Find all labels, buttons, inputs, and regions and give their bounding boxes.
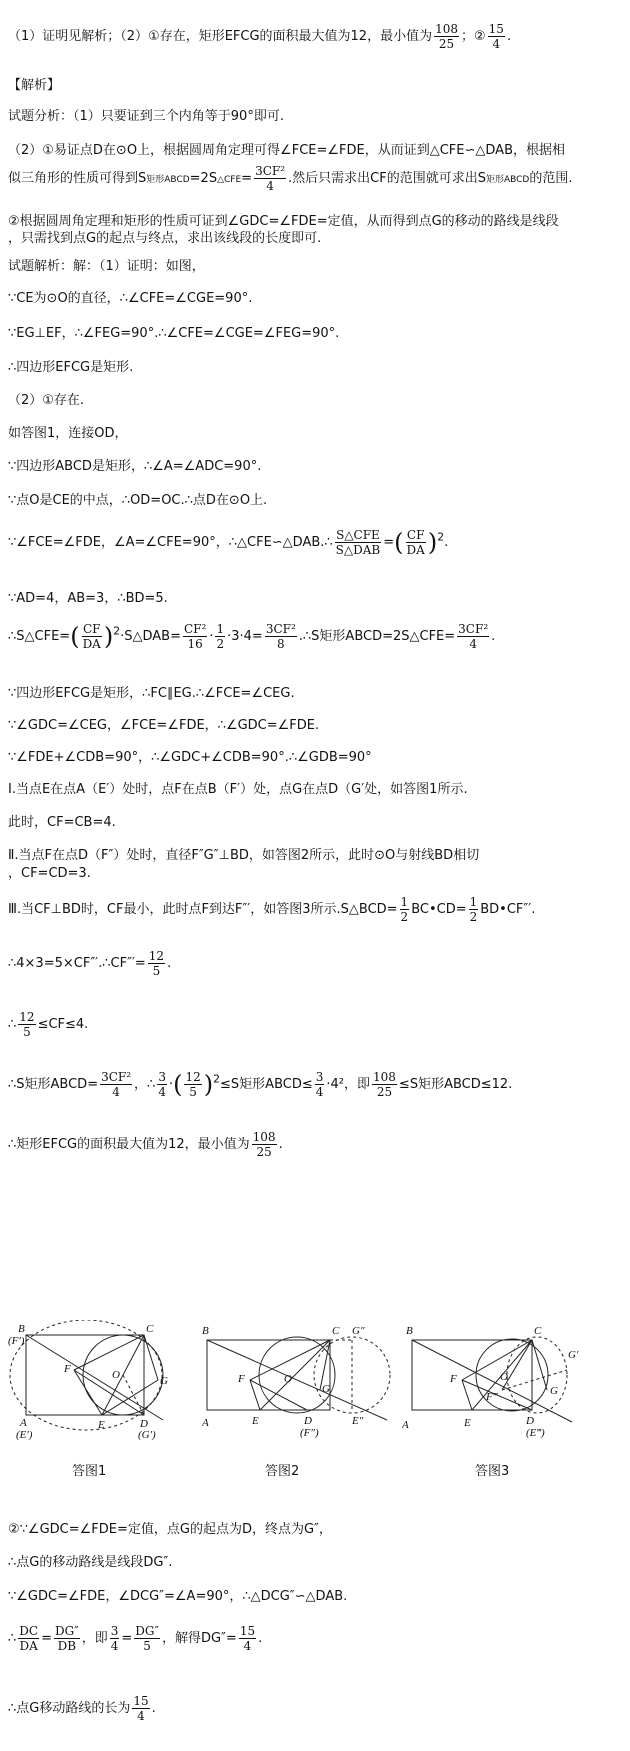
fraction: $\frac{3}{4}$	[315, 1070, 324, 1099]
label-E3: (E‴)	[526, 1427, 545, 1439]
solution-line: ∴ $\frac{12}{5}$ ≤CF≤4.	[8, 1010, 89, 1039]
solution-line: ∵EG⊥EF，∴∠FEG=90°.∴∠CFE=∠CGE=∠FEG=90°.	[8, 326, 340, 341]
fraction: $\frac{\text{3CF²}}{4}$	[458, 622, 489, 651]
label-C: C	[332, 1325, 340, 1337]
solution-line: ∵点O是CE的中点，∴OD=OC.∴点D在⊙O上.	[8, 493, 268, 508]
label-E1: (E′)	[16, 1429, 33, 1441]
fraction: $\frac{108}{25}$	[435, 22, 458, 51]
label-E: E	[252, 1415, 259, 1427]
solution-line: ，CF=CD=3.	[8, 866, 91, 881]
label-G1: (G′)	[138, 1429, 156, 1441]
label-C: C	[534, 1325, 542, 1337]
fraction: $\frac{1}{2}$	[216, 622, 225, 651]
fraction: $\frac{CF}{DA}$	[406, 528, 425, 557]
solution-line: ∴S△CFE=( $\frac{CF}{DA}$ )$^2$·S△DAB= $\frac{\text{CF²}}{16}$ · $\frac{1}{2}$ ·3·4= $\frac{\text{3CF²}}{8}$ .∴S矩形ABCD=2S△CFE= $\frac{\text{3CF²}}{4}$ .	[8, 622, 496, 651]
fraction: $\frac{3}{4}$	[158, 1070, 166, 1099]
label-F: F	[450, 1373, 457, 1385]
fraction: $\frac{DC}{DA}$	[19, 1624, 39, 1653]
analysis-line: 试题分析：（1）只要证到三个内角等于90°即可.	[8, 109, 284, 124]
fraction: $\frac{DG''}{5}$	[135, 1624, 159, 1653]
figure-1	[8, 1320, 198, 1460]
fraction: $\frac{15}{4}$	[239, 1624, 256, 1653]
label-F3: F‴	[486, 1391, 498, 1403]
label-F1: (F′)	[8, 1335, 25, 1347]
fraction: $\frac{3}{4}$	[110, 1624, 119, 1653]
figure-3-caption: 答图3	[475, 1464, 510, 1479]
analysis-heading: 【解析】	[8, 78, 61, 93]
figure-3	[402, 1320, 627, 1460]
solution-line: ∴矩形EFCG的面积最大值为12，最小值为 $\frac{108}{25}$ .	[8, 1130, 283, 1159]
solution-line: ∵CE为⊙O的直径，∴∠CFE=∠CGE=90°.	[8, 291, 253, 306]
label-D: D	[526, 1415, 534, 1427]
label-C: C	[146, 1323, 154, 1335]
part2-line: ∴点G移动路线的长为 $\frac{15}{4}$ .	[8, 1694, 156, 1723]
fraction: $\frac{1}{2}$	[400, 895, 409, 924]
solution-line: ∵∠FCE=∠FDE，∠A=∠CFE=90°，∴△CFE∽△DAB.∴ $\frac{\text{S△CFE}}{\text{S△DAB}}$ =( $\frac{CF}{DA}$ )$^2$.	[8, 528, 449, 557]
fraction: $\frac{DG''}{DB}$	[55, 1624, 79, 1653]
fraction: $\frac{\text{S△CFE}}{\text{S△DAB}}$	[335, 528, 381, 557]
solution-line: ∴四边形EFCG是矩形.	[8, 360, 134, 375]
solution-line: ∵四边形ABCD是矩形，∴∠A=∠ADC=90°.	[8, 459, 262, 474]
fraction: $\frac{108}{25}$	[252, 1130, 276, 1159]
label-G3: G′	[568, 1349, 579, 1361]
label-O: O	[500, 1371, 508, 1383]
part2-line: ∴点G的移动路线是线段DG″.	[8, 1555, 173, 1570]
solution-line: ∴4×3=5×CF″′.∴CF″′= $\frac{12}{5}$ .	[8, 949, 172, 978]
label-E: E	[464, 1417, 471, 1429]
solution-line: （2）①存在.	[8, 393, 85, 408]
label-B: B	[202, 1325, 209, 1337]
fraction: $\frac{\text{3CF²}}{8}$	[265, 622, 296, 651]
part2-line: ∴ $\frac{DC}{DA}$ = $\frac{DG''}{DB}$ ，即 $\frac{3}{4}$ = $\frac{DG''}{5}$ ，解得DG″= $\frac{15}{4}$ .	[8, 1624, 263, 1653]
analysis-line: ，只需找到点G的起点与终点，求出该线段的长度即可.	[8, 231, 322, 246]
part2-line: ∵∠GDC=∠FDE，∠DCG″=∠A=90°，∴△DCG″∽△DAB.	[8, 1589, 348, 1604]
label-F2: (F″)	[300, 1427, 319, 1439]
fraction: $\frac{12}{5}$	[148, 949, 165, 978]
fraction: $\frac{\text{CF²}}{16}$	[184, 622, 207, 651]
solution-line: ∵AD=4，AB=3，∴BD=5.	[8, 591, 168, 606]
solution-line: Ⅲ.当CF⊥BD时，CF最小，此时点F到达F″′，如答图3所示.S△BCD= $\frac{1}{2}$ BC•CD= $\frac{1}{2}$ BD•CF″′.	[8, 895, 536, 924]
label-A: A	[202, 1417, 209, 1429]
label-G: G	[550, 1385, 558, 1397]
analysis-line: （2）①易证点D在⊙O上，根据圆周角定理可得∠FCE=∠FDE，从而证到△CFE∽△DAB，根据相	[8, 143, 565, 158]
label-D: D	[140, 1418, 148, 1430]
fraction: $\frac{12}{5}$	[185, 1070, 201, 1099]
label-O: O	[112, 1369, 120, 1381]
fraction: $\frac{1}{2}$	[469, 895, 478, 924]
label-A: A	[20, 1417, 27, 1429]
fraction: $\frac{15}{4}$	[488, 22, 504, 51]
solution-line: 此时，CF=CB=4.	[8, 815, 116, 830]
figure-1-caption: 答图1	[72, 1464, 107, 1479]
solution-line: Ⅱ.当点F在点D（F″）处时，直径F″G″⊥BD，如答图2所示，此时⊙O与射线BD相切	[8, 848, 480, 863]
answer-line: （1）证明见解析；（2）①存在，矩形EFCG的面积最大值为12，最小值为 $\frac{108}{25}$ ；② $\frac{15}{4}$ .	[8, 22, 512, 51]
label-G: G	[322, 1383, 330, 1395]
label-B: B	[18, 1323, 25, 1335]
figure-2-caption: 答图2	[265, 1464, 300, 1479]
fraction: $\frac{\text{3CF²}}{4}$	[101, 1070, 132, 1099]
solution-line: 试题解析：解：（1）证明：如图，	[8, 259, 205, 274]
label-E: E	[98, 1419, 105, 1431]
label-B: B	[406, 1325, 413, 1337]
label-O: O	[284, 1373, 292, 1385]
analysis-line: 似三角形的性质可得到S矩形ABCD=2S△CFE= $\frac{\text{3CF²}}{4}$ .然后只需求出CF的范围就可求出S矩形ABCD的范围.	[8, 164, 573, 193]
label-D: D	[304, 1415, 312, 1427]
label-G2: G″	[352, 1325, 365, 1337]
fraction: $\frac{CF}{DA}$	[82, 622, 101, 651]
solution-line: ∵∠GDC=∠CEG，∠FCE=∠FDE，∴∠GDC=∠FDE.	[8, 718, 320, 733]
label-G: G	[160, 1375, 168, 1387]
solution-line: ∵四边形EFCG是矩形，∴FC∥EG.∴∠FCE=∠CEG.	[8, 686, 295, 701]
fraction: $\frac{108}{25}$	[373, 1070, 396, 1099]
solution-line: Ⅰ.当点E在点A（E′）处时，点F在点B（F′）处，点G在点D（G′处，如答图1所示.	[8, 782, 468, 797]
label-F: F	[64, 1363, 71, 1375]
fraction: $\frac{12}{5}$	[19, 1010, 35, 1039]
solution-line: 如答图1，连接OD，	[8, 426, 128, 441]
figure-2	[202, 1320, 397, 1460]
solution-line: ∵∠FDE+∠CDB=90°，∴∠GDC+∠CDB=90°.∴∠GDB=90°	[8, 750, 372, 765]
fraction: $\frac{\text{3CF²}}{4}$	[255, 164, 286, 193]
part2-line: ②∵∠GDC=∠FDE=定值，点G的起点为D，终点为G″，	[8, 1522, 332, 1537]
label-F: F	[238, 1373, 245, 1385]
label-E2: E″	[352, 1415, 364, 1427]
fraction: $\frac{15}{4}$	[133, 1694, 149, 1723]
analysis-line: ②根据圆周角定理和矩形的性质可证到∠GDC=∠FDE=定值，从而得到点G的移动的路线是线段	[8, 214, 559, 229]
label-A: A	[402, 1419, 409, 1431]
solution-line: ∴S矩形ABCD= $\frac{\text{3CF²}}{4}$ ，∴ $\frac{3}{4}$ ·( $\frac{12}{5}$ )$^2$≤S矩形ABCD≤ $\frac{3}{4}$ ·4²，即 $\frac{108}{25}$ ≤S矩形ABCD≤12.	[8, 1070, 513, 1099]
